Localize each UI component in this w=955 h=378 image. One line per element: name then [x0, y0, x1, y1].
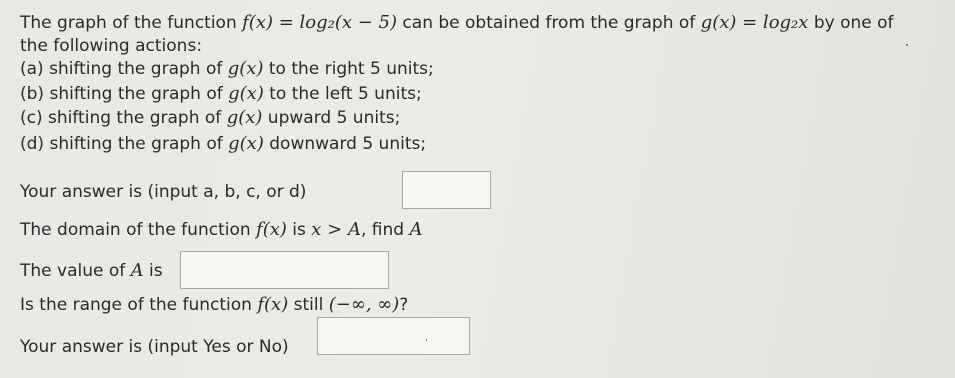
option-text: to the right 5 units;	[263, 59, 434, 79]
option-text: (d) shifting the graph of	[20, 134, 229, 154]
g-definition: g(x) = log₂x	[700, 12, 809, 33]
range-interval: (−∞, ∞)	[328, 294, 400, 315]
question-intro-line1	[20, 12, 894, 34]
value-text: The value of	[20, 261, 131, 281]
option-c	[20, 107, 400, 129]
answer-input-2[interactable]	[180, 251, 389, 289]
domain-text: is	[286, 220, 312, 240]
value-text: is	[143, 261, 163, 281]
option-a	[20, 58, 434, 80]
question-intro-line2: the following actions:	[20, 36, 203, 56]
variable-a: A	[409, 219, 423, 240]
answer-input-1[interactable]	[402, 171, 491, 209]
f-function: f(x)	[256, 219, 287, 240]
f-function: f(x)	[257, 294, 289, 315]
g-function: g(x)	[227, 58, 264, 79]
option-b	[20, 83, 422, 105]
range-text: Is the range of the function	[20, 295, 258, 315]
option-text: (a) shifting the graph of	[20, 59, 228, 79]
domain-prompt	[20, 219, 422, 241]
g-function: g(x)	[226, 107, 263, 128]
g-function: g(x)	[228, 133, 264, 154]
domain-text: The domain of the function	[20, 220, 257, 240]
option-text: upward 5 units;	[262, 108, 401, 128]
option-text: (b) shifting the graph of	[20, 84, 229, 104]
option-d	[20, 133, 426, 155]
variable-a: A	[130, 260, 144, 281]
intro-text: The graph of the function	[20, 13, 243, 33]
range-text: still	[288, 295, 329, 315]
range-prompt	[20, 294, 408, 316]
answer-prompt-3: Your answer is (input Yes or No)	[20, 337, 289, 357]
intro-text: can be obtained from the graph of	[397, 13, 701, 33]
domain-condition: x > A	[311, 219, 361, 240]
screen-speck	[426, 339, 427, 341]
option-text: (c) shifting the graph of	[20, 108, 227, 128]
range-text: ?	[399, 295, 409, 315]
f-definition: f(x) = log₂(x − 5)	[242, 12, 398, 33]
option-text: to the left 5 units;	[263, 84, 422, 104]
intro-text: by one of	[808, 13, 894, 33]
answer-input-3[interactable]	[317, 317, 470, 355]
domain-text: , find	[360, 220, 410, 240]
g-function: g(x)	[228, 83, 264, 104]
answer-prompt-2	[20, 260, 163, 282]
option-text: downward 5 units;	[263, 134, 427, 154]
answer-prompt-1: Your answer is (input a, b, c, or d)	[20, 182, 307, 202]
screen-speck	[906, 44, 908, 46]
